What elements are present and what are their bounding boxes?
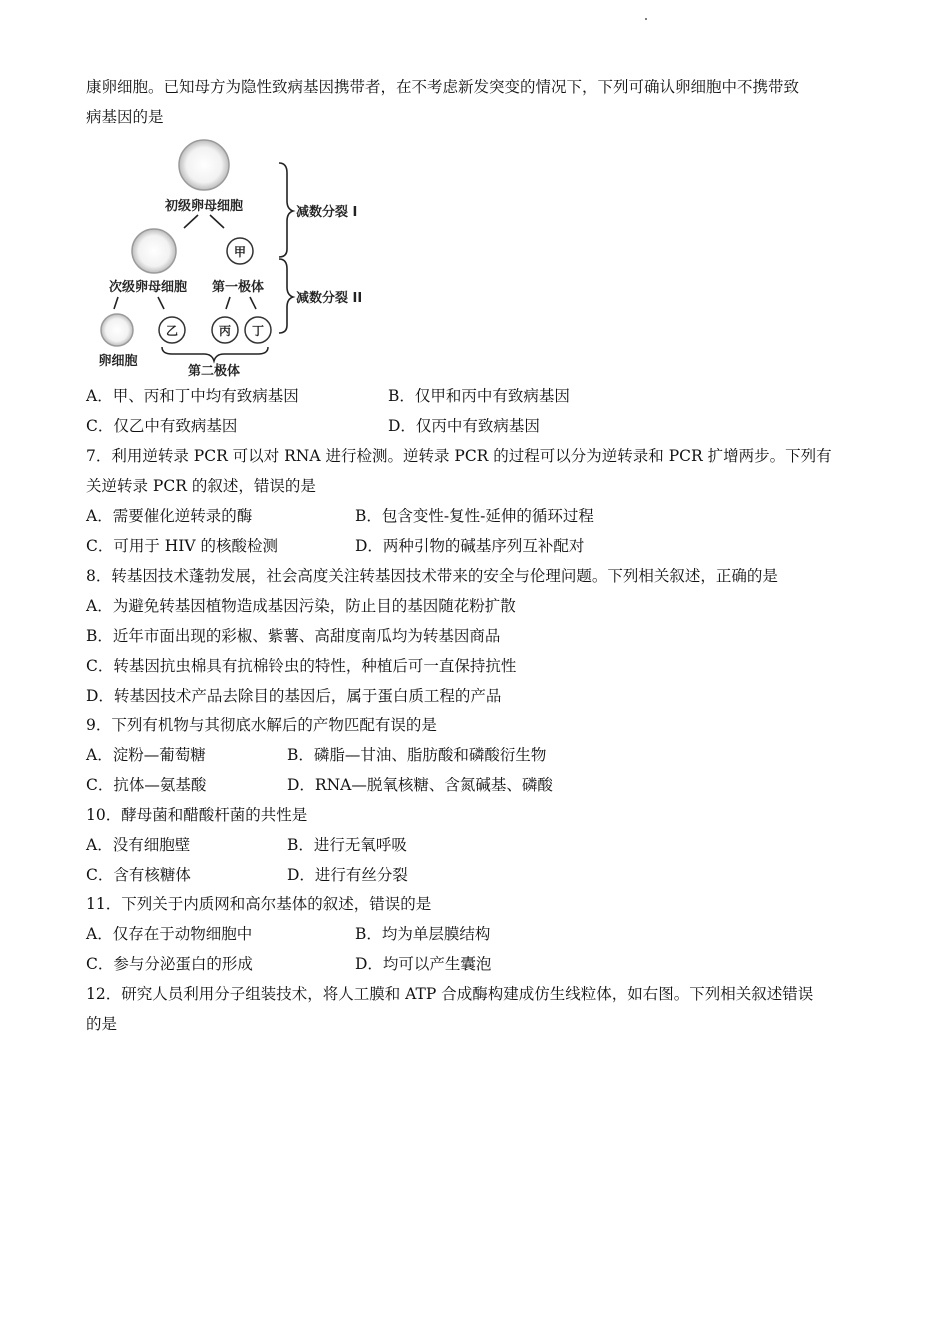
oogenesis-diagram <box>86 133 376 378</box>
q10-option-a: A．没有细胞壁 <box>86 836 191 854</box>
q11-option-a: A．仅存在于动物细胞中 <box>86 925 253 943</box>
egg-label: 卵细胞 <box>98 354 138 369</box>
q6-option-b: B．仅甲和丙中有致病基因 <box>388 387 570 405</box>
q7-option-b: B．包含变性-复性-延伸的循环过程 <box>355 507 594 525</box>
intro-line-1: 康卵细胞。已知母方为隐性致病基因携带者，在不考虑新发突变的情况下，下列可确认卵细胞中不携带致 <box>86 78 800 96</box>
primary-oocyte-label: 初级卵母细胞 <box>164 199 244 214</box>
q11-stem: 11．下列关于内质网和高尔基体的叙述，错误的是 <box>86 895 432 913</box>
q7-option-a: A．需要催化逆转录的酶 <box>86 507 253 525</box>
q9-option-b: B．磷脂—甘油、脂肪酸和磷酸衍生物 <box>287 746 547 764</box>
meiosis-1-brace <box>279 163 293 257</box>
q7-stem-line-1: 7．利用逆转录 PCR 可以对 RNA 进行检测。逆转录 PCR 的过程可以分为逆转录和 PCR 扩增两步。下列有 <box>86 447 832 465</box>
meiosis-1-label: 减数分裂 I <box>296 205 358 220</box>
q11-option-d: D．均可以产生囊泡 <box>355 955 492 973</box>
q6-option-a: A．甲、丙和丁中均有致病基因 <box>86 387 299 405</box>
q8-stem: 8．转基因技术蓬勃发展，社会高度关注转基因技术带来的安全与伦理问题。下列相关叙述，正确的是 <box>86 567 778 585</box>
primary-oocyte-cell <box>179 140 229 190</box>
q10-option-d: D．进行有丝分裂 <box>287 866 408 884</box>
secondary-oocyte-cell <box>132 229 176 273</box>
q12-stem-line-1: 12．研究人员利用分子组装技术，将人工膜和 ATP 合成酶构建成仿生线粒体，如右图。下列相关叙述错误 <box>86 985 814 1003</box>
q8-option-c: C．转基因抗虫棉具有抗棉铃虫的特性，种植后可一直保持抗性 <box>86 657 517 675</box>
q9-option-d: D．RNA—脱氧核糖、含氮碱基、磷酸 <box>287 776 553 794</box>
yi-label: 乙 <box>165 324 179 338</box>
egg-cell <box>101 314 133 346</box>
q11-option-b: B．均为单层膜结构 <box>355 925 491 943</box>
q8-option-b: B．近年市面出现的彩椒、紫薯、高甜度南瓜均为转基因商品 <box>86 627 501 645</box>
q8-option-d: D．转基因技术产品去除目的基因后，属于蛋白质工程的产品 <box>86 687 502 705</box>
meiosis-2-brace <box>279 259 293 333</box>
first-polar-body-label: 第一极体 <box>211 280 265 295</box>
q9-option-a: A．淀粉—葡萄糖 <box>86 746 206 764</box>
second-polar-body-brace <box>162 347 268 361</box>
q9-stem: 9．下列有机物与其彻底水解后的产物匹配有误的是 <box>86 716 437 734</box>
q7-option-d: D．两种引物的碱基序列互补配对 <box>355 537 585 555</box>
q12-stem-line-2: 的是 <box>86 1015 118 1033</box>
jia-label: 甲 <box>233 245 247 259</box>
q9-option-c: C．抗体—氨基酸 <box>86 776 207 794</box>
q7-stem-line-2: 关逆转录 PCR 的叙述，错误的是 <box>86 477 316 495</box>
scan-dot <box>645 18 647 20</box>
bing-label: 丙 <box>218 324 232 338</box>
q6-option-c: C．仅乙中有致病基因 <box>86 417 238 435</box>
q6-option-d: D．仅丙中有致病基因 <box>388 417 540 435</box>
meiosis-2-label: 减数分裂 II <box>296 291 363 306</box>
q10-option-b: B．进行无氧呼吸 <box>287 836 407 854</box>
second-polar-body-label: 第二极体 <box>187 364 241 378</box>
q10-option-c: C．含有核糖体 <box>86 866 191 884</box>
secondary-oocyte-label: 次级卵母细胞 <box>108 280 188 295</box>
q11-option-c: C．参与分泌蛋白的形成 <box>86 955 253 973</box>
q8-option-a: A．为避免转基因植物造成基因污染，防止目的基因随花粉扩散 <box>86 597 516 615</box>
ding-label: 丁 <box>251 324 265 338</box>
q7-option-c: C．可用于 HIV 的核酸检测 <box>86 537 279 555</box>
intro-line-2: 病基因的是 <box>86 108 164 126</box>
q10-stem: 10．酵母菌和醋酸杆菌的共性是 <box>86 806 308 824</box>
